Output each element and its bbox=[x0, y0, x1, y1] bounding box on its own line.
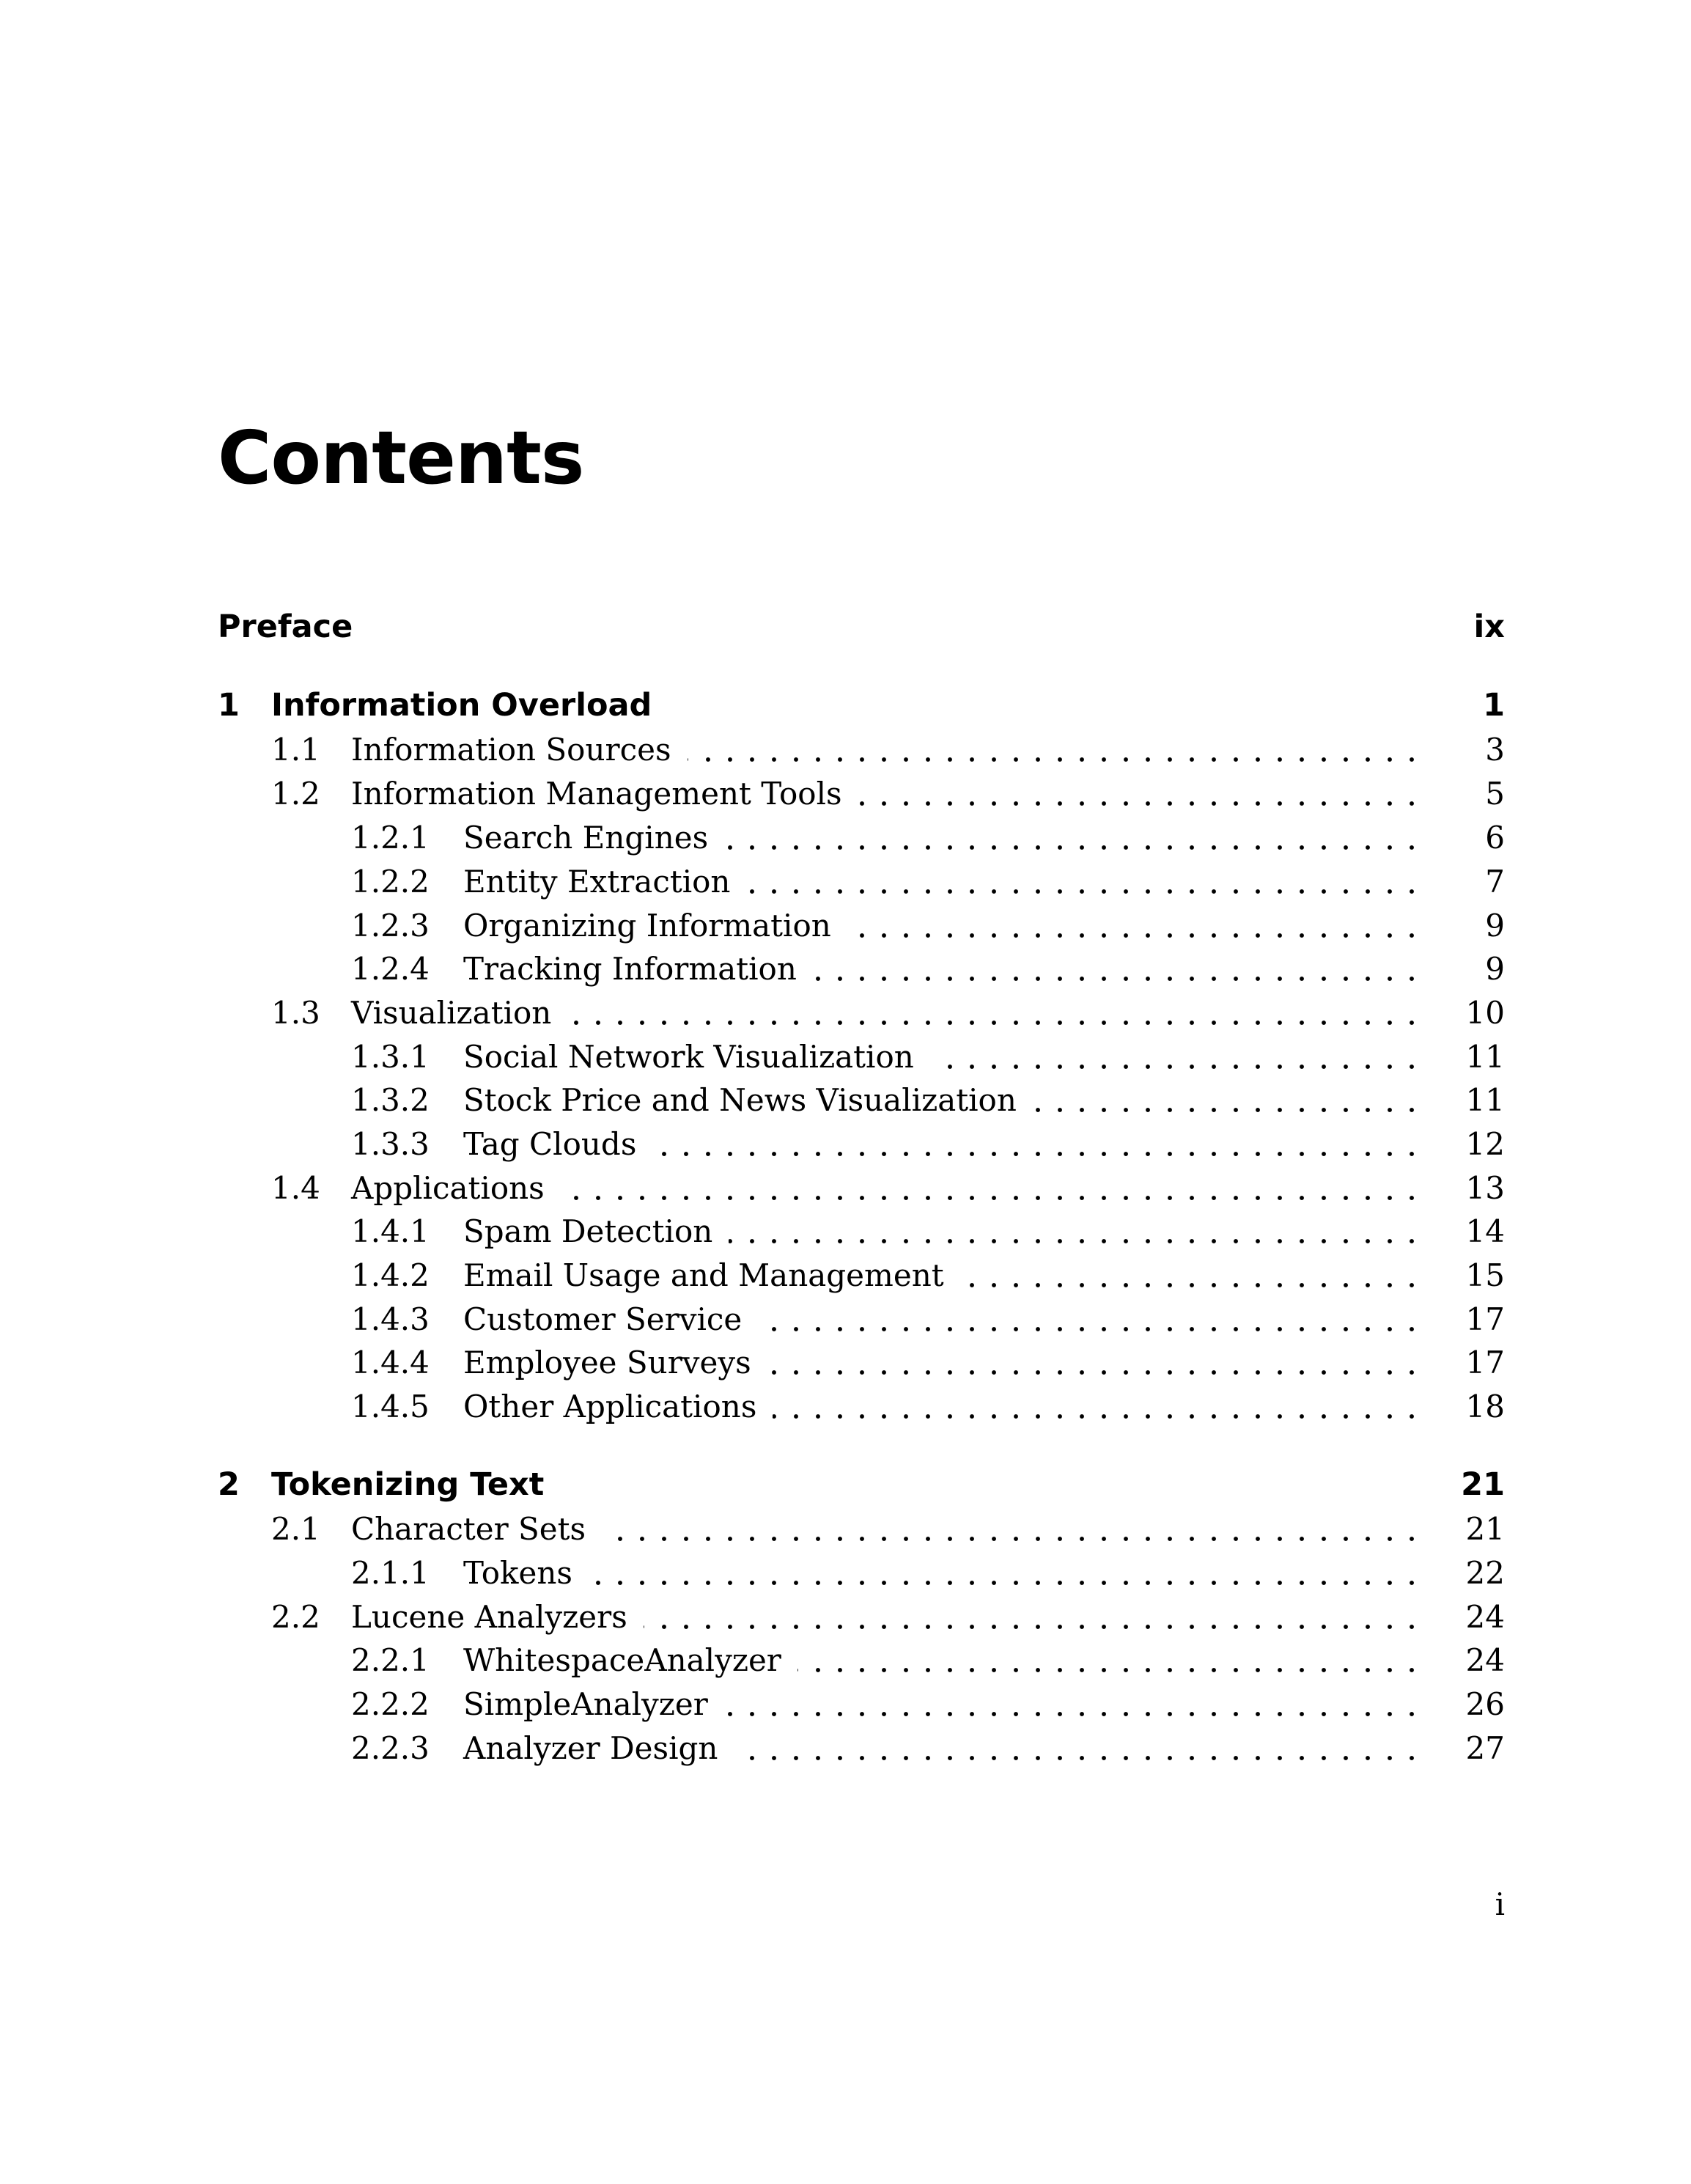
toc-chapter-page: 1 bbox=[1483, 687, 1505, 724]
toc-entry-title: Tokens bbox=[463, 1554, 572, 1591]
toc-entry-page: 17 bbox=[1465, 1344, 1505, 1380]
leader-dots bbox=[747, 866, 1423, 897]
toc-entry-page: 26 bbox=[1465, 1685, 1505, 1722]
toc-entry-number: 1.2.3 bbox=[351, 907, 430, 944]
toc-entry-title: Analyzer Design bbox=[463, 1729, 718, 1766]
leader-dots bbox=[729, 1216, 1423, 1246]
toc-entry-title: Search Engines bbox=[463, 819, 709, 856]
toc-subsection[interactable] bbox=[218, 1253, 1505, 1297]
toc-entry-page: 24 bbox=[1465, 1641, 1505, 1678]
leader-dots bbox=[688, 734, 1423, 765]
toc-preface-label: Preface bbox=[218, 608, 353, 645]
toc-subsection[interactable] bbox=[218, 1551, 1505, 1595]
toc-entry-page: 17 bbox=[1465, 1301, 1505, 1337]
toc-entry-number: 1.4 bbox=[271, 1169, 320, 1206]
toc-entry-title: SimpleAnalyzer bbox=[463, 1685, 708, 1722]
toc-subsection[interactable] bbox=[218, 1078, 1505, 1122]
toc-entry-page: 13 bbox=[1465, 1169, 1505, 1206]
toc-subsection[interactable] bbox=[218, 1297, 1505, 1341]
toc-entry-number: 1.4.4 bbox=[351, 1344, 430, 1380]
leader-dots bbox=[561, 1172, 1423, 1203]
leader-dots bbox=[960, 1260, 1423, 1290]
leader-dots bbox=[567, 997, 1423, 1028]
toc-entry-page: 15 bbox=[1465, 1257, 1505, 1293]
toc-entry-title: Information Sources bbox=[351, 731, 671, 768]
toc-entry-number: 1.3.1 bbox=[351, 1038, 430, 1075]
toc-entry-title: Entity Extraction bbox=[463, 863, 731, 900]
toc-entry-title: Tracking Information bbox=[463, 950, 797, 987]
toc-entry-title: Information Management Tools bbox=[351, 775, 842, 812]
toc-entry-number: 1.1 bbox=[271, 731, 320, 768]
toc-subsection[interactable] bbox=[218, 946, 1505, 990]
toc-preface[interactable] bbox=[218, 605, 1505, 649]
toc-entry-page: 22 bbox=[1465, 1554, 1505, 1591]
leader-dots bbox=[847, 910, 1423, 941]
toc-section[interactable] bbox=[218, 727, 1505, 771]
toc-chapter-number: 1 bbox=[218, 687, 240, 724]
toc-entry-title: Spam Detection bbox=[463, 1213, 713, 1249]
toc-entry-number: 1.4.5 bbox=[351, 1388, 430, 1424]
toc-entry-number: 1.4.2 bbox=[351, 1257, 430, 1293]
toc-entry-title: Applications bbox=[351, 1169, 545, 1206]
toc-subsection[interactable] bbox=[218, 1638, 1505, 1682]
toc-entry-title: Stock Price and News Visualization bbox=[463, 1081, 1017, 1118]
toc-entry-title: Email Usage and Management bbox=[463, 1257, 944, 1293]
toc-entry-page: 12 bbox=[1465, 1125, 1505, 1162]
toc-entry-title: Employee Surveys bbox=[463, 1344, 751, 1380]
leader-dots bbox=[773, 1391, 1423, 1422]
toc-subsection[interactable] bbox=[218, 1726, 1505, 1770]
toc-subsection[interactable] bbox=[218, 815, 1505, 859]
toc-preface-page: ix bbox=[1473, 608, 1505, 645]
toc-subsection[interactable] bbox=[218, 859, 1505, 903]
leader-dots bbox=[724, 822, 1423, 853]
toc-entry-page: 24 bbox=[1465, 1598, 1505, 1635]
leader-dots bbox=[930, 1041, 1423, 1072]
toc-chapter[interactable] bbox=[218, 1463, 1505, 1507]
toc-entry-title: Tag Clouds bbox=[463, 1125, 637, 1162]
toc-entry-number: 2.2.2 bbox=[351, 1685, 430, 1722]
leader-dots bbox=[734, 1732, 1423, 1763]
toc-chapter-title: Information Overload bbox=[271, 687, 652, 724]
toc-entry-title: Customer Service bbox=[463, 1301, 743, 1337]
toc-entry-page: 9 bbox=[1485, 907, 1505, 944]
leader-dots bbox=[589, 1557, 1423, 1588]
leader-dots bbox=[858, 778, 1423, 809]
toc-entry-page: 21 bbox=[1465, 1510, 1505, 1547]
toc-entry-page: 9 bbox=[1485, 950, 1505, 987]
toc-entry-number: 1.2.4 bbox=[351, 950, 430, 987]
toc-entry-number: 1.2.1 bbox=[351, 819, 430, 856]
toc-subsection[interactable] bbox=[218, 903, 1505, 947]
toc-chapter-title: Tokenizing Text bbox=[271, 1466, 545, 1503]
toc-chapter[interactable] bbox=[218, 683, 1505, 727]
toc-section[interactable] bbox=[218, 990, 1505, 1034]
document-page bbox=[218, 0, 1505, 2184]
toc-entry-title: Social Network Visualization bbox=[463, 1038, 914, 1075]
toc-entry-number: 2.1 bbox=[271, 1510, 320, 1547]
toc-subsection[interactable] bbox=[218, 1340, 1505, 1384]
toc-entry-number: 1.2 bbox=[271, 775, 320, 812]
toc-entry-title: Visualization bbox=[351, 994, 552, 1031]
toc-chapter-number: 2 bbox=[218, 1466, 240, 1503]
leader-dots bbox=[813, 953, 1423, 984]
toc-entry-title: Character Sets bbox=[351, 1510, 586, 1547]
toc-entry-title: WhitespaceAnalyzer bbox=[463, 1641, 781, 1678]
leader-dots bbox=[797, 1644, 1423, 1675]
page-number: i bbox=[1495, 1886, 1505, 1922]
page-title: Contents bbox=[218, 415, 584, 501]
toc-entry-page: 11 bbox=[1465, 1038, 1505, 1075]
toc-entry-page: 6 bbox=[1485, 819, 1505, 856]
toc-entry-page: 5 bbox=[1485, 775, 1505, 812]
toc-subsection[interactable] bbox=[218, 1384, 1505, 1428]
leader-dots bbox=[644, 1601, 1423, 1632]
toc-entry-number: 1.2.2 bbox=[351, 863, 430, 900]
toc-entry-page: 11 bbox=[1465, 1081, 1505, 1118]
toc-section[interactable] bbox=[218, 1595, 1505, 1639]
toc-subsection[interactable] bbox=[218, 1122, 1505, 1166]
toc-entry-page: 3 bbox=[1485, 731, 1505, 768]
leader-dots bbox=[724, 1688, 1423, 1719]
toc-entry-page: 10 bbox=[1465, 994, 1505, 1031]
toc-entry-number: 1.3 bbox=[271, 994, 320, 1031]
toc-entry-page: 14 bbox=[1465, 1213, 1505, 1249]
toc-entry-title: Other Applications bbox=[463, 1388, 757, 1424]
toc-entry-number: 2.2.1 bbox=[351, 1641, 430, 1678]
toc-entry-page: 27 bbox=[1465, 1729, 1505, 1766]
toc-entry-number: 2.2.3 bbox=[351, 1729, 430, 1766]
toc-chapter-page: 21 bbox=[1461, 1466, 1505, 1503]
toc-entry-number: 2.2 bbox=[271, 1598, 320, 1635]
leader-dots bbox=[767, 1347, 1423, 1378]
toc-subsection[interactable] bbox=[218, 1209, 1505, 1253]
toc-entry-number: 1.4.3 bbox=[351, 1301, 430, 1337]
toc-entry-page: 7 bbox=[1485, 863, 1505, 900]
toc-entry-number: 1.3.3 bbox=[351, 1125, 430, 1162]
toc-section[interactable] bbox=[218, 1507, 1505, 1551]
toc-section[interactable] bbox=[218, 771, 1505, 815]
toc-entry-page: 18 bbox=[1465, 1388, 1505, 1424]
toc-entry-title: Lucene Analyzers bbox=[351, 1598, 627, 1635]
toc-section[interactable] bbox=[218, 1166, 1505, 1210]
toc-subsection[interactable] bbox=[218, 1682, 1505, 1726]
toc-entry-title: Organizing Information bbox=[463, 907, 831, 944]
leader-dots bbox=[652, 1128, 1423, 1159]
toc-entry-number: 2.1.1 bbox=[351, 1554, 430, 1591]
leader-dots bbox=[602, 1513, 1423, 1544]
leader-dots bbox=[758, 1304, 1423, 1334]
toc-entry-number: 1.4.1 bbox=[351, 1213, 430, 1249]
toc-entry-number: 1.3.2 bbox=[351, 1081, 430, 1118]
leader-dots bbox=[1033, 1084, 1423, 1115]
toc-subsection[interactable] bbox=[218, 1034, 1505, 1078]
